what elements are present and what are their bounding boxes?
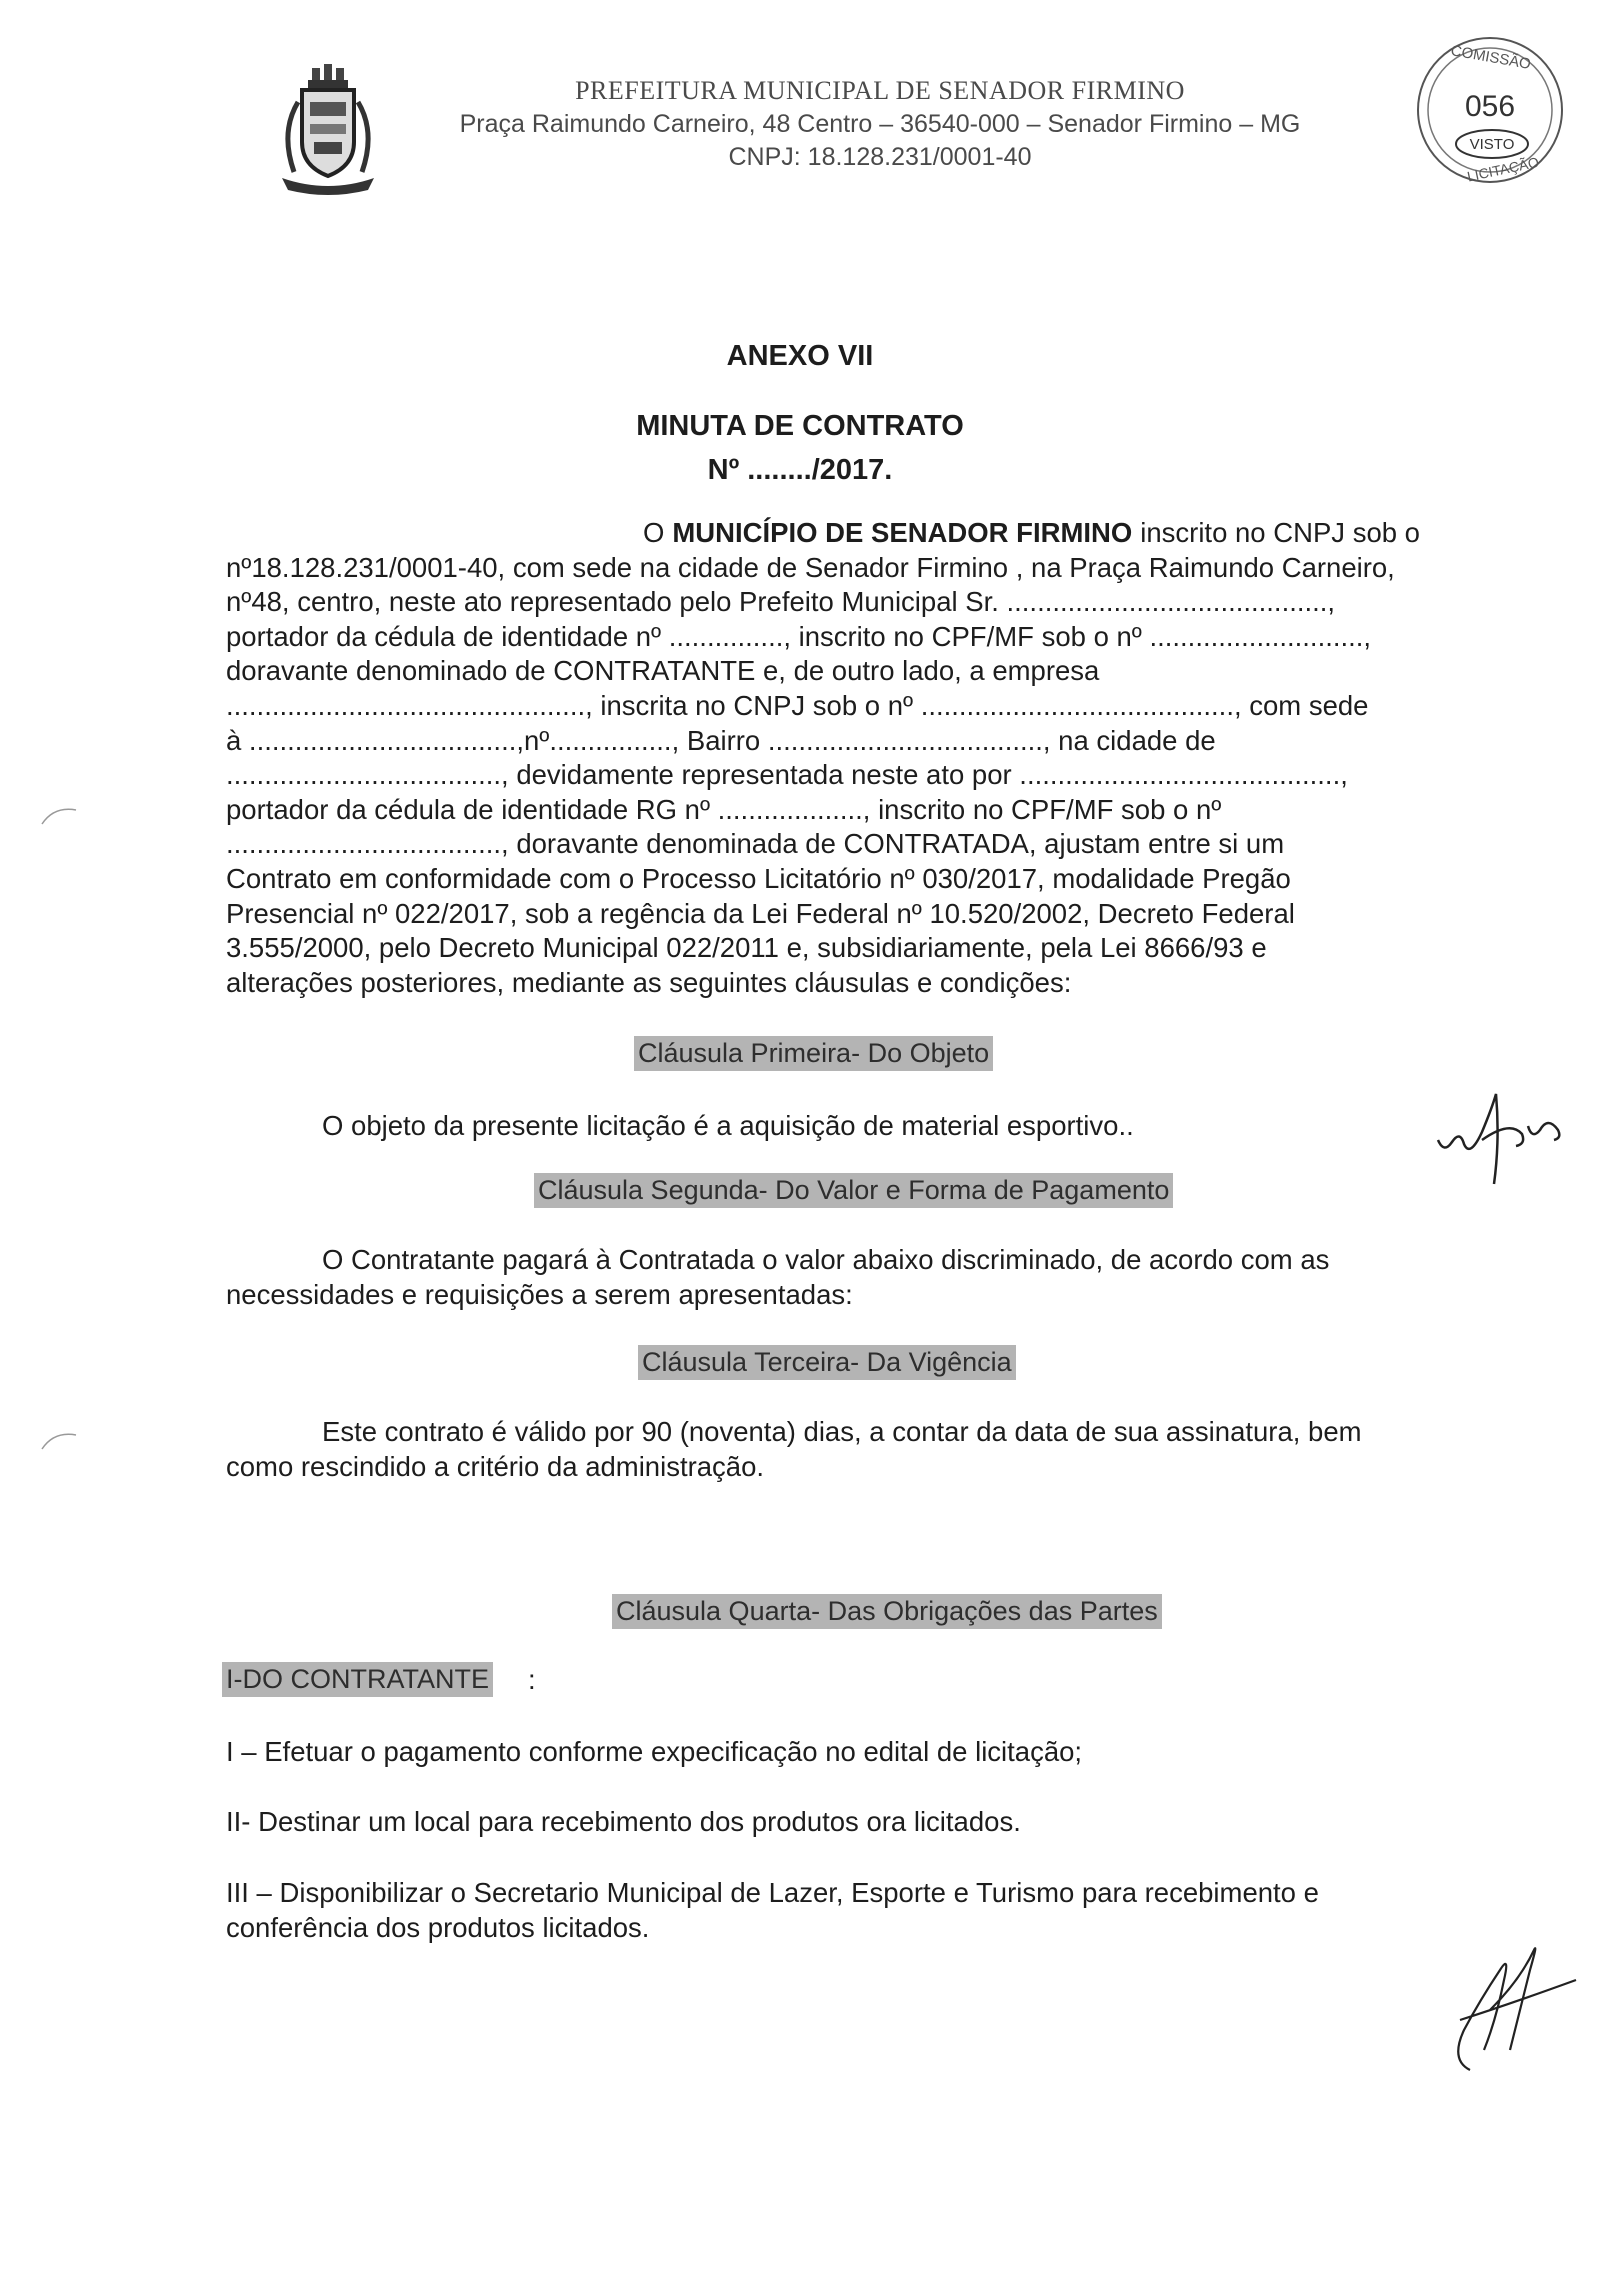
intro-line-13: 3.555/2000, pelo Decreto Municipal 022/2011 e, subsidiariamente, pela Lei 8666/93 e [226,932,1267,964]
intro-line-1: O MUNICÍPIO DE SENADOR FIRMINO inscrito no CNPJ sob o [643,517,1420,548]
contratante-subheading: I-DO CONTRATANTE [222,1662,493,1697]
contract-title: MINUTA DE CONTRATO [636,410,964,442]
clause-second-heading: Cláusula Segunda- Do Valor e Forma de Pagamento [534,1173,1173,1208]
clause-fourth-heading: Cláusula Quarta- Das Obrigações das Partes [612,1594,1162,1629]
margin-mark [40,1425,80,1455]
obligation-item-1: I – Efetuar o pagamento conforme expecificação no edital de licitação; [226,1736,1083,1767]
svg-text:VISTO: VISTO [1469,136,1515,153]
intro-line-5: doravante denominado de CONTRATANTE e, de outro lado, a empresa [226,655,1100,687]
municipality-name: PREFEITURA MUNICIPAL DE SENADOR FIRMINO [575,76,1185,105]
contract-intro-paragraph [226,516,1522,1000]
intro-line-11: Contrato em conformidade com o Processo Licitatório nº 030/2017, modalidade Pregão [226,862,1291,894]
intro-line-10: ...................................., doravante denominada de CONTRATADA, ajustam entre si um [226,828,1285,860]
intro-line-14: alterações posteriores, mediante as seguintes cláusulas e condições: [226,966,1072,998]
svg-text:056: 056 [1464,90,1516,123]
clause-first-heading: Cláusula Primeira- Do Objeto [634,1036,993,1071]
clause-third-text: Este contrato é válido por 90 (noventa) dias, a contar da data de sua assinatura, bem como rescindido a critério da administração. [226,1416,1362,1482]
intro-line-6: ..............................................., inscrita no CNPJ sob o nº ........................................., com sede [226,689,1369,721]
obligation-item-3: III – Disponibilizar o Secretario Municipal de Lazer, Esporte e Turismo para recebimento e conferência dos produtos licitados. [226,1877,1319,1943]
clause-third-heading: Cláusula Terceira- Da Vigência [638,1345,1016,1380]
intro-line-7: à ...................................,nº................, Bairro ...................................., na cidade de [226,724,1216,756]
municipality-address: Praça Raimundo Carneiro, 48 Centro – 36540-000 – Senador Firmino – MG [459,110,1301,138]
intro-line-9: portador da cédula de identidade RG nº ..................., inscrito no CPF/MF sob o nº [226,793,1222,825]
intro-line-4: portador da cédula de identidade nº ..............., inscrito no CPF/MF sob o nº ............................, [226,620,1372,652]
svg-text:COMISSÃO: COMISSÃO [1449,42,1533,73]
intro-line-12: Presencial nº 022/2017, sob a regência da Lei Federal nº 10.520/2002, Decreto Federal [226,897,1295,929]
intro-line-8: ...................................., devidamente representada neste ato por .........................................., [226,759,1348,791]
handwritten-signature [1430,1940,1580,2080]
intro-line-3: nº48, centro, neste ato representado pelo Prefeito Municipal Sr. .........................................., [226,586,1336,618]
clause-first-text: O objeto da presente licitação é a aquisição de material esportivo.. [322,1110,1134,1141]
svg-text:LICITAÇÃO: LICITAÇÃO [1465,153,1541,185]
contract-number: Nº ......../2017. [707,454,893,486]
intro-line-2: nº18.128.231/0001-40, com sede na cidade de Senador Firmino , na Praça Raimundo Carneiro, [226,551,1395,583]
obligation-item-2: II- Destinar um local para recebimento dos produtos ora licitados. [226,1806,1021,1837]
licitacao-commission-stamp [1408,20,1568,190]
annex-title: ANEXO VII [726,340,874,372]
clause-second-text: O Contratante pagará à Contratada o valor abaixo discriminado, de acordo com as necessidades e requisições a serem apresentadas: [226,1244,1330,1310]
margin-mark [40,800,80,830]
subheading-colon: : [528,1664,536,1695]
municipality-cnpj: CNPJ: 18.128.231/0001-40 [728,143,1032,171]
handwritten-rubric-signature [1430,1080,1570,1190]
